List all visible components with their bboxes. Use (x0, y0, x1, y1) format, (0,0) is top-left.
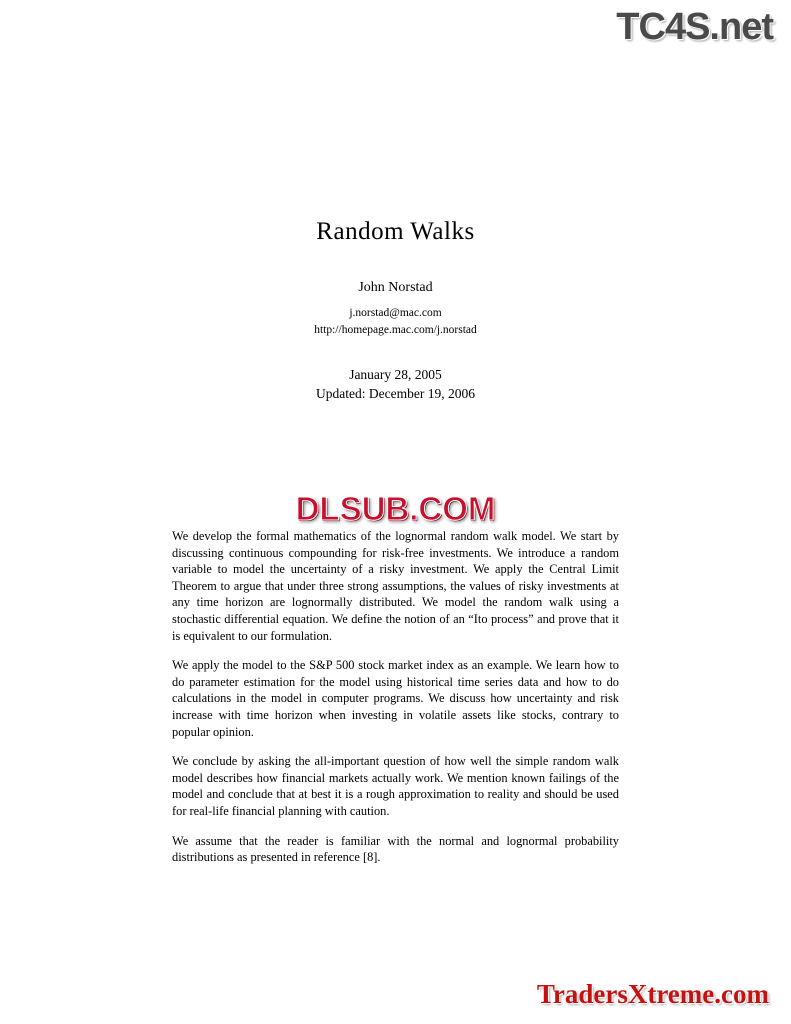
abstract-paragraph: We develop the formal mathematics of the lognormal random walk model. We start by discussing continuous compounding for risk-free investments. We introduce a random variable to model the uncertainty of a risky investment. We apply the Central Limit Theorem to argue that under three strong assumptions, the values of risky investments at any time horizon are lognormally distributed. We model the random walk using a stochastic differential equation. We define the notion of an “Ito process” and prove that it is equivalent to our formulation. (172, 529, 619, 643)
updated-date: Updated: December 19, 2006 (316, 386, 475, 401)
abstract-paragraph: We apply the model to the S&P 500 stock market index as an example. We learn how to do parameter estimation for the model using historical time series data and how to do calculations in the model in computer programs. We discuss how uncertainty and risk increase with time horizon when investing in volatile assets like stocks, contrary to popular opinion. (172, 658, 619, 739)
author-homepage: http://homepage.mac.com/j.norstad (314, 324, 477, 336)
abstract-paragraph: We assume that the reader is familiar with the normal and lognormal probability distributions as presented in reference [8]. (172, 833, 619, 865)
publication-date: January 28, 2005 (349, 367, 442, 382)
author-email: j.norstad@mac.com (349, 307, 442, 319)
document-dates (0, 365, 791, 403)
author-contact (0, 305, 791, 339)
watermark-top-right: TC4S.net (616, 6, 773, 48)
abstract-text (172, 528, 619, 866)
watermark-middle: DLSUB.COM (295, 490, 496, 527)
abstract-paragraph: We conclude by asking the all-important question of how well the simple random walk model describes how financial markets actually work. We mention known failings of the model and conclude that at best it is a rough approximation to reality and should be used for real-life financial planning with caution. (172, 754, 619, 818)
page-title: Random Walks (316, 218, 475, 245)
watermark-bottom-right: TradersXtreme.com (536, 979, 769, 1009)
author-name: John Norstad (358, 280, 433, 295)
